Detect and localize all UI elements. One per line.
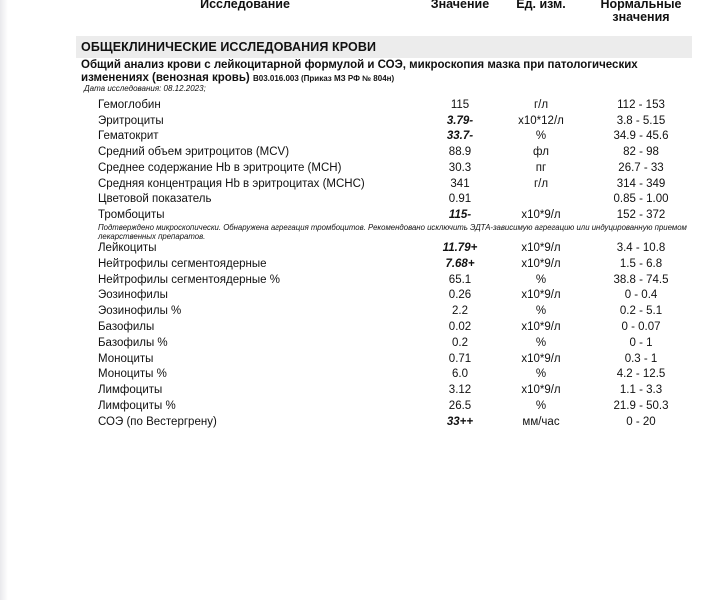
result-row: [0, 353, 702, 368]
result-unit: г/л: [533, 177, 549, 190]
result-name: Тромбоциты: [98, 208, 165, 221]
result-name: СОЭ (по Вестергрену): [98, 415, 217, 428]
result-name: Гемоглобин: [98, 99, 161, 111]
result-unit: x10*9/л: [521, 242, 561, 254]
result-name: Цветовой показатель: [98, 193, 212, 206]
column-headers: [0, 0, 702, 30]
result-norm: 82 - 98: [623, 146, 659, 159]
result-unit: x10*12/л: [518, 114, 564, 127]
result-name: Лимфоциты: [98, 384, 163, 397]
result-norm: 3.4 - 10.8: [616, 242, 666, 254]
result-row: [0, 209, 702, 224]
result-unit: фл: [533, 146, 549, 159]
result-row: [0, 242, 702, 257]
result-norm: 26.7 - 33: [618, 161, 664, 174]
result-unit: %: [535, 130, 547, 143]
result-unit: %: [535, 336, 547, 349]
result-value: 0.2: [452, 336, 468, 349]
header-test: Исследование: [200, 0, 290, 11]
result-value: 0.02: [448, 321, 472, 333]
result-row: [0, 178, 702, 193]
result-value: 26.5: [448, 400, 472, 412]
result-norm: 4.2 - 12.5: [616, 368, 666, 381]
result-value: 11.79+: [442, 242, 478, 254]
result-unit: пг: [535, 161, 547, 174]
result-unit: %: [535, 305, 547, 318]
result-value: 33.7-: [446, 130, 474, 143]
result-name: Средняя концентрация Hb в эритроцитах (MCHC): [98, 177, 365, 190]
section-title: ОБЩЕКЛИНИЧЕСКИЕ ИССЛЕДОВАНИЯ КРОВИ: [81, 40, 377, 54]
result-name: Эозинофилы %: [98, 305, 182, 318]
result-norm: 0 - 0.07: [621, 321, 661, 333]
result-value: 341: [450, 177, 470, 190]
result-unit: г/л: [533, 99, 549, 111]
result-unit: %: [535, 273, 547, 286]
result-row: [0, 337, 702, 352]
section-header: [76, 36, 692, 58]
header-value: Значение: [430, 0, 490, 11]
result-row: [0, 146, 702, 161]
result-norm: 112 - 153: [617, 99, 665, 111]
result-name: Моноциты %: [98, 368, 167, 381]
study-code: B03.016.003 (Приказ МЗ РФ № 804н): [252, 74, 395, 83]
result-row: [0, 368, 702, 383]
microscopy-note: Подтверждено микроскопически. Обнаружена агрегация тромбоцитов. Рекомендовано исключить ЭДТА-зависимую агрегацию или индуцированную приемом лекарственных препаратов.: [98, 223, 687, 241]
header-unit: Ед. изм.: [516, 0, 566, 11]
result-name: Базофилы: [98, 321, 155, 333]
result-name: Моноциты: [98, 352, 154, 365]
study-title: [81, 59, 691, 85]
result-row: [0, 115, 702, 130]
header-norm: Нормальные значения: [600, 0, 682, 24]
result-value: 115: [450, 99, 470, 111]
result-unit: x10*9/л: [521, 384, 561, 397]
result-value: 0.71: [448, 352, 472, 365]
result-row: [0, 274, 702, 289]
result-value: 6.0: [452, 368, 468, 381]
result-norm: 0 - 20: [626, 415, 656, 428]
result-row: [0, 130, 702, 145]
result-norm: 152 - 372: [616, 208, 666, 221]
result-value: 0.91: [448, 193, 472, 206]
result-value: 3.79-: [446, 114, 474, 127]
result-value: 7.68+: [445, 257, 475, 270]
result-unit: %: [535, 368, 547, 381]
result-unit: x10*9/л: [521, 321, 561, 333]
result-norm: 314 - 349: [616, 177, 666, 190]
study-date: Дата исследования: 08.12.2023;: [84, 84, 206, 93]
result-row: [0, 384, 702, 399]
result-name: Базофилы %: [98, 336, 168, 349]
result-name: Средний объем эритроцитов (MCV): [98, 146, 290, 159]
study-name: Общий анализ крови с лейкоцитарной формулой и СОЭ, микроскопия мазка при патологических изменениях (венозная кровь): [81, 59, 638, 84]
result-norm: 0 - 1: [629, 336, 653, 349]
result-unit: мм/час: [522, 415, 560, 428]
result-unit: x10*9/л: [521, 208, 561, 221]
result-row: [0, 162, 702, 177]
result-row: [0, 321, 702, 336]
result-norm: 1.5 - 6.8: [619, 257, 663, 270]
result-row: [0, 289, 702, 304]
result-name: Эритроциты: [98, 114, 164, 127]
result-value: 2.2: [452, 305, 468, 318]
result-unit: x10*9/л: [521, 257, 561, 270]
result-row: [0, 400, 702, 415]
result-value: 30.3: [448, 161, 472, 174]
result-row: [0, 193, 702, 208]
result-unit: x10*9/л: [521, 352, 561, 365]
result-value: 115-: [448, 208, 472, 221]
result-name: Нейтрофилы сегментоядерные: [98, 257, 267, 270]
result-value: 88.9: [448, 146, 472, 159]
result-row: [0, 416, 702, 431]
result-name: Нейтрофилы сегментоядерные %: [98, 273, 280, 286]
result-value: 33++: [446, 415, 474, 428]
result-name: Лейкоциты: [98, 242, 157, 254]
result-value: 3.12: [448, 384, 472, 397]
result-row: [0, 258, 702, 273]
result-value: 0.26: [448, 289, 472, 302]
result-norm: 1.1 - 3.3: [619, 384, 663, 397]
result-name: Лимфоциты %: [98, 400, 176, 412]
result-name: Среднее содержание Hb в эритроците (MCH): [98, 161, 342, 174]
result-unit: %: [535, 400, 547, 412]
result-name: Эозинофилы: [98, 289, 168, 302]
result-norm: 34.9 - 45.6: [613, 130, 669, 143]
result-norm: 3.8 - 5.15: [616, 114, 666, 127]
result-norm: 0.85 - 1.00: [613, 193, 669, 206]
result-norm: 38.8 - 74.5: [613, 273, 669, 286]
result-row: [0, 99, 702, 114]
result-norm: 0.2 - 5.1: [619, 305, 663, 318]
result-name: Гематокрит: [98, 130, 159, 143]
result-norm: 21.9 - 50.3: [613, 400, 669, 412]
result-norm: 0.3 - 1: [624, 352, 658, 365]
result-norm: 0 - 0.4: [624, 289, 658, 302]
result-value: 65.1: [448, 273, 472, 286]
result-row: [0, 305, 702, 320]
result-unit: x10*9/л: [521, 289, 561, 302]
